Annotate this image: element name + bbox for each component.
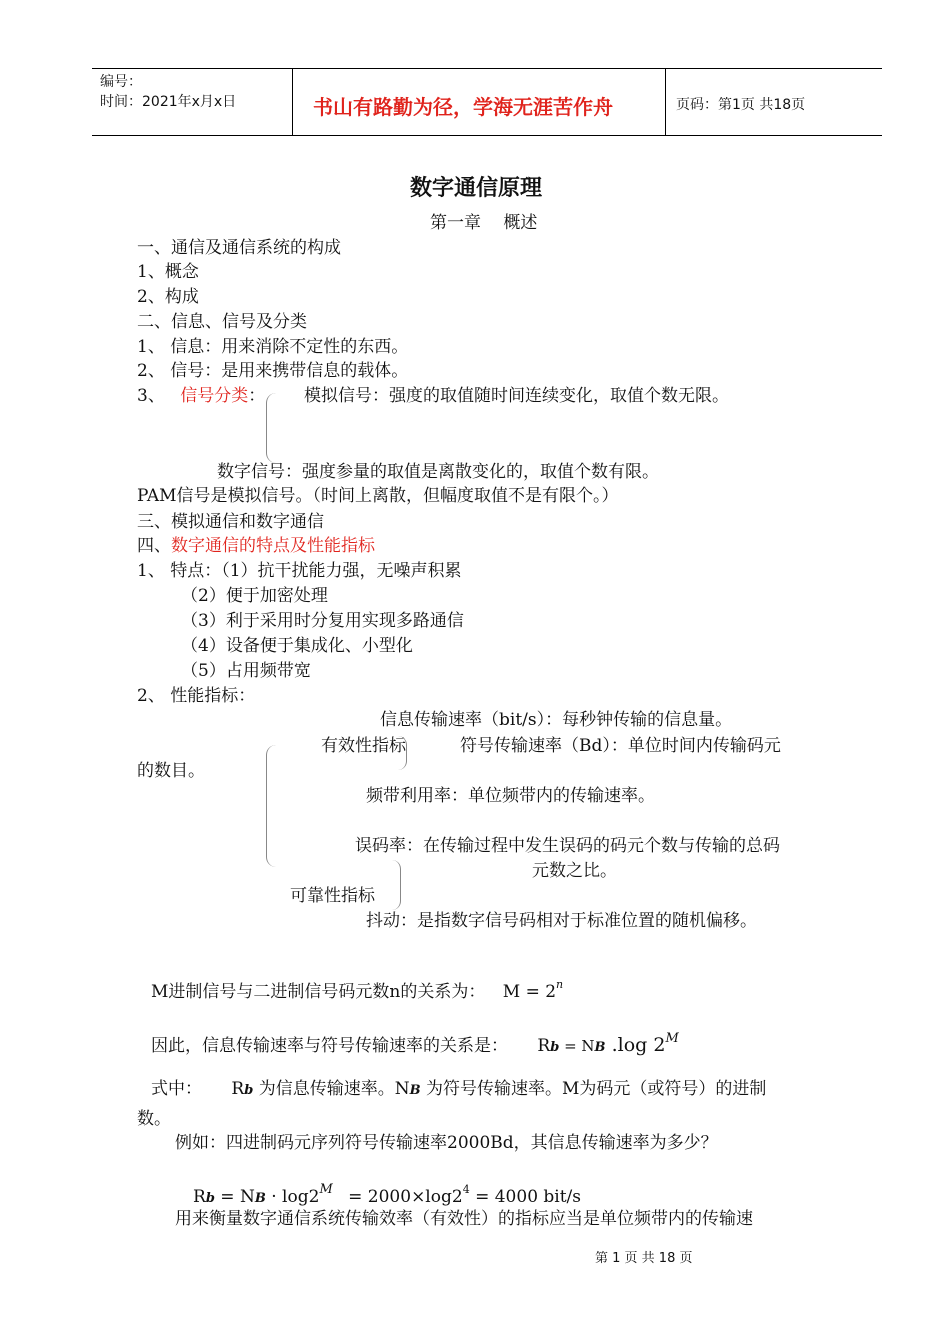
digital-signal-text: 数字信号：强度参量的取值是离散变化的，取值个数有限。 <box>217 462 659 482</box>
section-4-prefix: 四、 <box>137 536 171 556</box>
bandwidth-utilization-text: 频带利用率：单位频带内的传输速率。 <box>366 786 655 806</box>
header-bottom-rule <box>92 135 882 136</box>
bit-error-rate-continuation: 元数之比。 <box>532 861 617 881</box>
feature-4: （4）设备便于集成化、小型化 <box>181 636 413 656</box>
where-prefix: 式中： <box>151 1079 202 1099</box>
header-motto: 书山有路勤为径，学海无涯苦作舟 <box>313 95 613 119</box>
performance-heading: 2、 性能指标： <box>137 686 256 706</box>
chapter-heading: 第一章 概述 <box>430 213 538 233</box>
section-2-heading: 二、信息、信号及分类 <box>137 312 307 332</box>
efficiency-label: 有效性指标 <box>321 736 406 756</box>
section-3-heading: 三、模拟通信和数字通信 <box>137 512 324 532</box>
efficiency-brace <box>398 736 407 770</box>
pam-note: PAM信号是模拟信号。（时间上离散，但幅度取值不是有限个。） <box>137 486 619 506</box>
section-2-item-3 <box>137 384 265 408</box>
section-4-heading <box>137 534 375 558</box>
reliability-label: 可靠性指标 <box>290 886 375 906</box>
m-ary-relation <box>151 973 563 1004</box>
header-divider-2 <box>665 68 666 136</box>
analog-signal-text: 模拟信号：强度的取值随时间连续变化，取值个数无限。 <box>304 386 729 406</box>
section-1-item-2: 2、构成 <box>137 287 199 307</box>
signal-brace <box>266 393 277 463</box>
section-1-item-1: 1、概念 <box>137 262 199 282</box>
jitter-text: 抖动：是指数字信号码相对于标准位置的随机偏移。 <box>366 911 757 931</box>
header-time-label: 时间：2021年x月x日 <box>100 94 237 110</box>
section-4-title: 数字通信的特点及性能指标 <box>171 536 375 556</box>
header-divider-1 <box>292 68 293 136</box>
m-ary-relation-exponent: n <box>556 978 564 991</box>
colon: ： <box>248 386 266 406</box>
rate-relation-text: 因此，信息传输速率与符号传输速率的关系是： <box>151 1036 508 1056</box>
section-2-item-2: 2、 信号：是用来携带信息的载体。 <box>137 361 409 381</box>
example-calculation: Rb = NB · $\log 2^M = 2000\times\log 2^4 = 4000$ bit/s <box>193 1182 582 1207</box>
feature-1: 1、 特点：（1）抗干扰能力强，无噪声积累 <box>137 561 462 581</box>
header-number-label: 编号： <box>100 74 142 90</box>
formula-explanation: 式中： Rb 为信息传输速率。NB 为符号传输速率。M为码元（或符号）的进制 <box>151 1079 767 1099</box>
feature-5: （5）占用频带宽 <box>181 661 311 681</box>
reliability-brace <box>392 860 401 910</box>
symbol-rate-text: 符号传输速率（Bd）：单位时间内传输码元 <box>460 736 781 756</box>
example-question: 例如：四进制码元序列符号传输速率2000Bd，其信息传输速率为多少？ <box>175 1133 718 1153</box>
rate-relation <box>151 1027 679 1060</box>
section-1-heading: 一、通信及通信系统的构成 <box>137 238 341 258</box>
formula-explanation-continuation: 数。 <box>137 1109 171 1129</box>
last-paragraph-line: 用来衡量数字通信系统传输效率（有效性）的指标应当是单位频带内的传输速 <box>175 1209 753 1229</box>
item-number: 3、 <box>137 386 165 406</box>
document-title: 数字通信原理 <box>410 176 543 201</box>
footer-page-number: 第 1 页 共 18 页 <box>595 1251 693 1266</box>
rate-relation-formula: Rb = NB .log $2^M$ <box>537 1031 679 1056</box>
header-page-info: 页码：第1页 共18页 <box>676 97 806 113</box>
feature-3: （3）利于采用时分复用实现多路通信 <box>181 611 464 631</box>
m-ary-relation-text: M进制信号与二进制信号码元数n的关系为： <box>151 982 486 1002</box>
symbol-rate-continuation: 的数目。 <box>137 761 205 781</box>
feature-2: （2）便于加密处理 <box>181 586 328 606</box>
signal-classification-label: 信号分类 <box>180 386 249 406</box>
info-rate-text: 信息传输速率（bit/s）：每秒钟传输的信息量。 <box>380 710 733 730</box>
header-top-rule <box>92 68 882 69</box>
performance-brace <box>266 745 279 867</box>
section-2-item-1: 1、 信息：用来消除不定性的东西。 <box>137 337 409 357</box>
bit-error-rate-text: 误码率：在传输过程中发生误码的码元个数与传输的总码 <box>355 836 780 856</box>
m-ary-relation-equation: M = 2 <box>502 982 557 1002</box>
